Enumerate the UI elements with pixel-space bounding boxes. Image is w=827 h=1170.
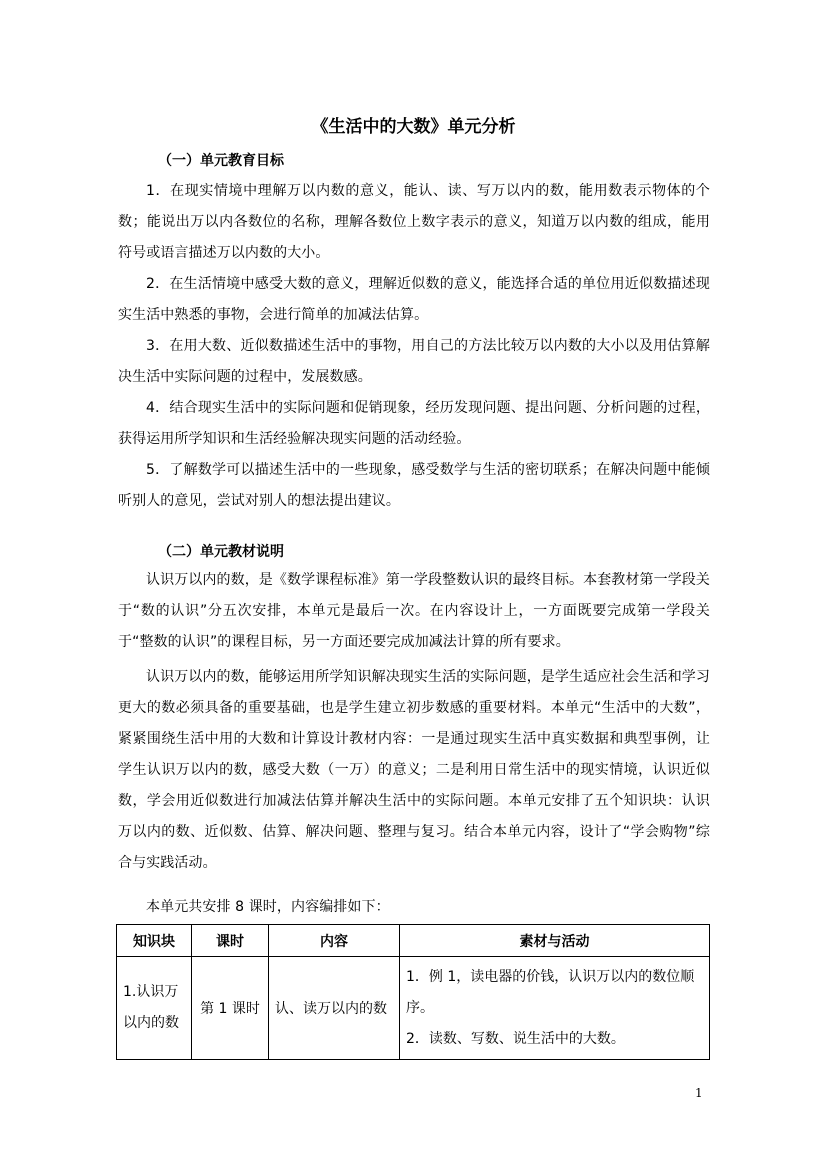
activity-item-2: 2．读数、写数、说生活中的大数。 (406, 1030, 625, 1047)
goal-item-4: 4．结合现实生活中的实际问题和促销现象，经历发现问题、提出问题、分析问题的过程，获得运用所学知识和生活经验解决现实问题的活动经验。 (118, 400, 710, 447)
header-lesson: 课时 (192, 925, 269, 957)
materials-paragraph-1: 认识万以内的数，是《数学课程标准》第一学段整数认识的最终目标。本套教材第一学段关于“数的认识”分五次安排，本单元是最后一次。在内容设计上，一方面既要完成第一学段关于“整数的认识”的课程目标，另一方面还要完成加减法计算的所有要求。 (118, 572, 710, 650)
header-knowledge-block: 知识块 (117, 925, 192, 957)
header-materials-activities: 素材与活动 (400, 925, 710, 957)
goal-item-5: 5．了解数学可以描述生活中的一些现象，感受数学与生活的密切联系；在解决问题中能倾听别人的意见，尝试对别人的想法提出建议。 (118, 462, 710, 509)
lesson-plan-table (116, 924, 710, 1060)
cell-lesson: 第 1 课时 (192, 957, 269, 1060)
materials-paragraph-2: 认识万以内的数，能够运用所学知识解决现实生活的实际问题，是学生适应社会生活和学习更大的数必须具备的重要基础，也是学生建立初步数感的重要材料。本单元“生活中的大数”，紧紧围绕生活中用的大数和计算设计教材内容：一是通过现实生活中真实数据和典型事例，让学生认识万以内的数，感受大数（一万）的意义；二是利用日常生活中的现实情境，认识近似数，学会用近似数进行加减法估算并解决生活中的实际问题。本单元安排了五个知识块：认识万以内的数、近似数、估算、解决问题、整理与复习。结合本单元内容，设计了“学会购物”综合与实践活动。 (118, 669, 710, 871)
goal-item-3: 3．在用大数、近似数描述生活中的事物，用自己的方法比较万以内数的大小以及用估算解决生活中实际问题的过程中，发展数感。 (118, 338, 710, 385)
goal-item-2: 2．在生活情境中感受大数的意义，理解近似数的意义，能选择合适的单位用近似数描述现实生活中熟悉的事物，会进行简单的加减法估算。 (118, 276, 710, 323)
page-number: 1 (695, 1086, 703, 1100)
header-content: 内容 (269, 925, 400, 957)
activity-item-1: 1．例 1，读电器的价钱，认识万以内的数位顺序。 (406, 968, 695, 1016)
lesson-plan-intro: 本单元共安排 8 课时，内容编排如下： (146, 899, 390, 915)
cell-content: 认、读万以内的数 (269, 957, 400, 1060)
cell-knowledge-block: 1.认识万以内的数 (117, 957, 192, 1060)
section-heading-goals: （一）单元教育目标 (158, 153, 284, 169)
page-title: 《生活中的大数》单元分析 (311, 117, 516, 137)
table-header-row (117, 925, 710, 957)
table-row (117, 957, 710, 1060)
section-heading-materials: （二）单元教材说明 (158, 544, 284, 560)
goal-item-1: 1．在现实情境中理解万以内数的意义，能认、读、写万以内的数，能用数表示物体的个数；能说出万以内各数位的名称，理解各数位上数字表示的意义，知道万以内数的组成，能用符号或语言描述万以内数的大小。 (118, 183, 710, 261)
cell-materials-activities (400, 957, 710, 1060)
